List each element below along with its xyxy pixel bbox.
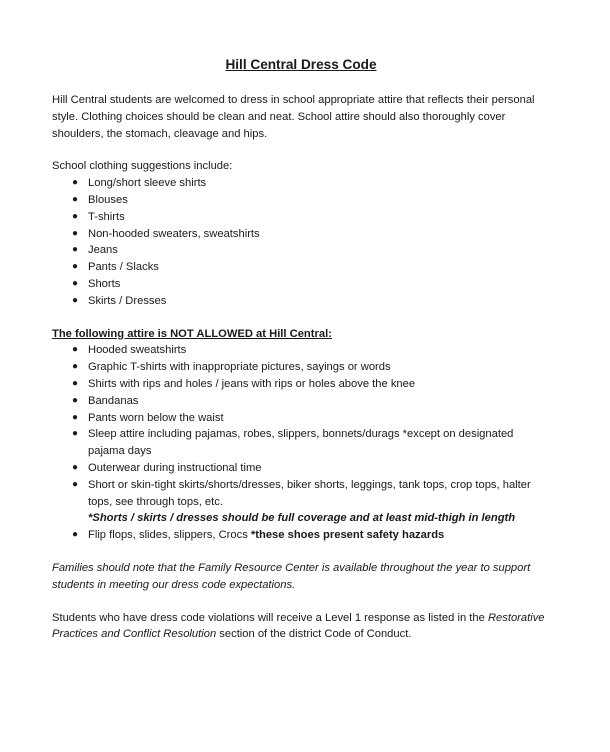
- length-note: *Shorts / skirts / dresses should be full coverage and at least mid-thigh in length: [88, 512, 516, 525]
- list-item: ● Pants worn below the waist: [88, 410, 550, 427]
- policy-reference: Restorative Practices and Conflict Resolution: [52, 611, 545, 641]
- list-item: ● Short or skin-tight skirts/shorts/dresses, biker shorts, leggings, tank tops, crop tops, halter tops, see through tops, etc. *Shorts / skirts / dresses should be full coverage and at least mid-thigh in length: [88, 477, 550, 527]
- list-item: ● Bandanas: [88, 393, 550, 410]
- bullet-icon: ●: [72, 177, 79, 189]
- bullet-icon: ●: [72, 344, 79, 356]
- bullet-icon: ●: [72, 294, 79, 306]
- bullet-icon: ●: [72, 428, 79, 440]
- suggestions-list: [52, 175, 550, 309]
- bullet-icon: ●: [72, 461, 79, 473]
- list-item: ● Hooded sweatshirts: [88, 342, 550, 359]
- list-item: ● Long/short sleeve shirts: [88, 175, 550, 192]
- hazard-note: *these shoes present safety hazards: [250, 529, 445, 542]
- list-item: ● Outerwear during instructional time: [88, 460, 550, 477]
- list-item: ● Skirts / Dresses: [88, 293, 550, 310]
- list-item: ● T-shirts: [88, 209, 550, 226]
- bullet-icon: ●: [72, 193, 79, 205]
- list-item: ● Sleep attire including pajamas, robes, slippers, bonnets/durags *except on designated pajama days: [72, 428, 514, 458]
- list-item: ● Shirts with rips and holes / jeans with rips or holes above the knee: [88, 376, 550, 393]
- list-item: ● Blouses: [88, 192, 550, 209]
- list-item: ● Graphic T-shirts with inappropriate pictures, sayings or words: [88, 359, 550, 376]
- suggestions-lead: School clothing suggestions include:: [52, 160, 233, 173]
- document-title: Hill Central Dress Code: [225, 57, 377, 72]
- bullet-icon: ●: [72, 210, 79, 222]
- violations-paragraph: Students who have dress code violations will receive a Level 1 response as listed in the Restorative Practices and Conflict Resolution section of the district Code of Conduct.: [52, 611, 545, 641]
- bullet-icon: ●: [72, 261, 79, 273]
- bullet-icon: ●: [72, 244, 79, 256]
- bullet-icon: ●: [72, 394, 79, 406]
- bullet-icon: ●: [72, 377, 79, 389]
- list-item: ● Non-hooded sweaters, sweatshirts: [88, 226, 550, 243]
- list-item: ● Flip flops, slides, slippers, Crocs *these shoes present safety hazards: [88, 527, 550, 544]
- bullet-icon: ●: [72, 478, 79, 490]
- not-allowed-heading: The following attire is NOT ALLOWED at Hill Central:: [52, 327, 332, 340]
- bullet-icon: ●: [72, 411, 79, 423]
- bullet-icon: ●: [72, 361, 79, 373]
- list-item: ● Shorts: [88, 276, 550, 293]
- bullet-icon: ●: [72, 277, 79, 289]
- bullet-icon: ●: [72, 529, 79, 541]
- bullet-icon: ●: [72, 227, 79, 239]
- families-paragraph: Families should note that the Family Resource Center is available throughout the year to support students in meeting our dress code expectations.: [52, 561, 531, 591]
- list-item: ● Jeans: [88, 242, 550, 259]
- list-item: ● Pants / Slacks: [88, 259, 550, 276]
- not-allowed-list: [52, 342, 550, 544]
- intro-paragraph: Hill Central students are welcomed to dress in school appropriate attire that reflects their personal style. Clothing choices should be clean and neat. School attire should also thoroughly cover shoulders, the stomach, cleavage and hips.: [52, 94, 535, 140]
